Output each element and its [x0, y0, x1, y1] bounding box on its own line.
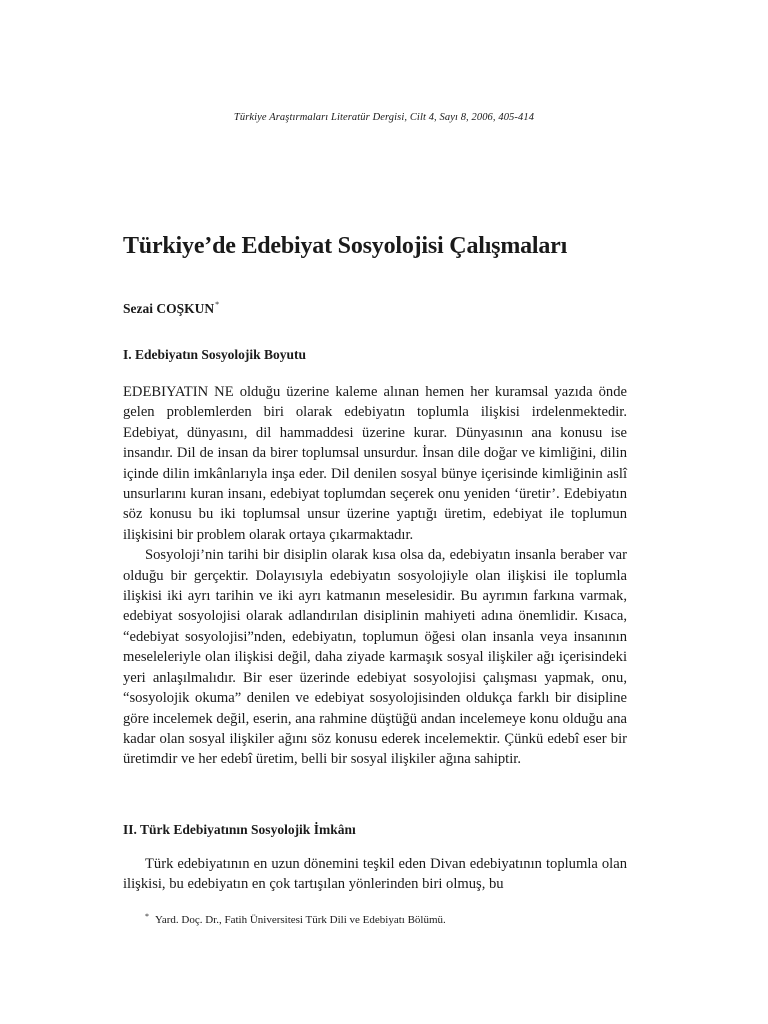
article-title: Türkiye’de Edebiyat Sosyolojisi Çalışmaları: [123, 233, 568, 259]
running-head: Türkiye Araştırmaları Literatür Dergisi, Cilt 4, Sayı 8, 2006, 405-414: [233, 112, 535, 123]
paragraph: Türk edebiyatının en uzun dönemini teşkil eden Divan edebiyatının toplumla olan ilişkisi, bu edebiyatın en çok tartışılan yönlerinden biri olmuş, bu: [123, 856, 627, 893]
footnote: [145, 912, 446, 926]
section-heading-2: II. Türk Edebiyatının Sosyolojik İmkânı: [123, 822, 356, 837]
footnote-mark: *: [145, 912, 149, 921]
section-2-body: [123, 854, 627, 895]
section-heading-1: I. Edebiyatın Sosyolojik Boyutu: [123, 347, 307, 362]
author-name: Sezai COŞKUN: [123, 301, 215, 316]
author-footnote-mark: *: [215, 300, 220, 309]
paragraph: EDEBIYATIN NE olduğu üzerine kaleme alınan hemen her kuramsal yazıda önde gelen problemlerden biri olarak edebiyatın toplumla ilişkisi irdelenmektedir. Edebiyat, dünyasını, dil hammaddesi üzerine kurar. Dünyasının ana konusu ise insandır. Dil de insan da birer toplumsal unsurdur. İnsan dile doğar ve kimliğini, dilin içinde dilin imkânlarıyla inşa eder. Dil denilen sosyal bünye içerisinde kimliğinin aslî unsurlarını kuran insanı, edebiyat toplumdan seçerek onu yeniden ‘üretir’. Edebiyatın söz konusu bu iki toplumsal unsur üzerine yaptığı üretim, edebiyat ile toplumun ilişkisini bir problem olarak ortaya çıkarmaktadır.: [123, 384, 627, 543]
footnote-text: Yard. Doç. Dr., Fatih Üniversitesi Türk Dili ve Edebiyatı Bölümü.: [155, 914, 446, 926]
paragraph: Sosyoloji’nin tarihi bir disiplin olarak kısa olsa da, edebiyatın insanla beraber var olduğu bir gerçektir. Dolayısıyla edebiyatın sosyolojiyle olan ilişkisi ile toplumla ilişkisi iki ayrı tarihin ve iki ayrı katmanın meselesidir. Bu ayrımın farkına varmak, edebiyat sosyolojisi olarak adlandırılan disiplinin mahiyeti adına önemlidir. Kısaca, “edebiyat sosyolojisi”nden, edebiyatın, toplumun öğesi olan insanla veya insanının meseleleriyle olan ilişkisi değil, daha ziyade karmaşık sosyal ilişkiler ağı içerisindeki yeri anlaşılmalıdır. Bir eser üzerinde edebiyat sosyolojisi çalışması yapmak, onu, “sosyolojik okuma” denilen ve edebiyat sosyolojisinden oldukça farklı bir disipline göre incelemek değil, eserin, ana rahmine düştüğü andan incelemeye konu olduğu ana kadar olan sosyal ilişkiler ağını söz konusu ederek incelemektir. Çünkü edebî eser bir üretimdir ve her edebî üretim, belli bir sosyal ilişkiler ağına sahiptir.: [123, 547, 627, 768]
section-1-body: [123, 382, 627, 770]
author-line: [123, 300, 219, 317]
